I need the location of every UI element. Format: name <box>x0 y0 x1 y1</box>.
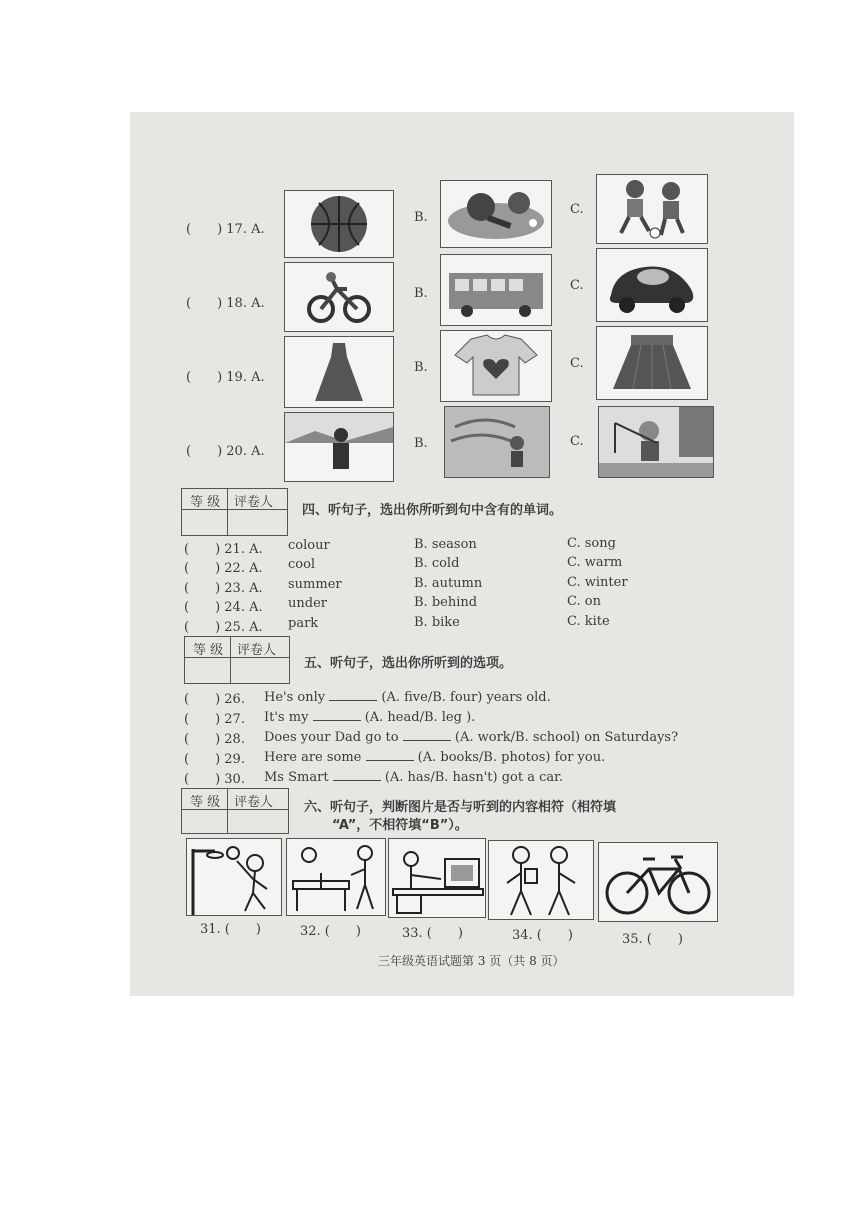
question-25-number: ( ) 25. A. <box>184 620 263 635</box>
question-17-c-label: C. <box>570 202 584 217</box>
question-19-b-label: B. <box>414 360 428 375</box>
question-31-label: 31. ( ) <box>200 922 261 937</box>
question-18-c-label: C. <box>570 278 584 293</box>
question-29-stem <box>264 748 605 765</box>
question-19-c-label: C. <box>570 356 584 371</box>
answer-blank[interactable] <box>313 708 361 721</box>
question-32-label: 32. ( ) <box>300 924 361 939</box>
question-24-option-c: C. on <box>567 594 601 609</box>
bus-icon <box>440 254 552 326</box>
question-21-option-c: C. song <box>567 536 616 551</box>
question-23-option-a: summer <box>288 577 342 592</box>
question-35-label: 35. ( ) <box>622 932 683 947</box>
grade-label: 等 级 <box>193 643 224 658</box>
grade-box-section-4 <box>181 488 288 536</box>
question-30-stem <box>264 768 563 785</box>
section-4-title: 四、听句子，选出你所听到句中含有的单词。 <box>302 503 563 518</box>
section-6-title-line-2: “A”，不相符填“B”）。 <box>332 818 468 833</box>
dress-icon <box>284 336 394 408</box>
grade-label: 等 级 <box>190 495 221 510</box>
question-21-option-b: B. season <box>414 537 477 552</box>
question-24-number: ( ) 24. A. <box>184 600 263 615</box>
toy-car-icon <box>596 248 708 322</box>
question-20-number: ( ) 20. A. <box>186 444 265 459</box>
question-27-number: ( ) 27. <box>184 712 245 727</box>
fishing-icon <box>598 406 714 478</box>
question-17-number: ( ) 17. A. <box>186 222 265 237</box>
question-27-pre: It's my <box>264 710 309 725</box>
kids-football-icon <box>596 174 708 244</box>
kids-walking-icon <box>488 840 594 920</box>
question-27-stem <box>264 708 475 725</box>
windy-icon <box>444 406 550 478</box>
question-30-pre: Ms Smart <box>264 770 329 785</box>
question-26-stem <box>264 688 551 705</box>
question-30-options: (A. has/B. hasn't) got a car. <box>384 770 564 785</box>
question-26-pre: He's only <box>264 690 326 705</box>
ping-pong-icon <box>440 180 552 248</box>
question-25-option-c: C. kite <box>567 614 610 629</box>
question-24-option-b: B. behind <box>414 595 478 610</box>
question-21-option-a: colour <box>288 538 330 553</box>
question-34-label: 34. ( ) <box>512 928 573 943</box>
question-25-option-b: B. bike <box>414 615 460 630</box>
computer-desk-icon <box>388 838 486 918</box>
question-19-number: ( ) 19. A. <box>186 370 265 385</box>
question-26-number: ( ) 26. <box>184 692 245 707</box>
question-25-option-a: park <box>288 616 319 631</box>
question-28-pre: Does your Dad go to <box>264 730 399 745</box>
answer-blank[interactable] <box>366 748 414 761</box>
grader-label: 评卷人 <box>234 795 274 810</box>
snow-winter-icon <box>284 412 394 482</box>
question-29-options: (A. books/B. photos) for you. <box>417 750 606 765</box>
question-23-option-c: C. winter <box>567 575 628 590</box>
question-29-pre: Here are some <box>264 750 362 765</box>
question-22-number: ( ) 22. A. <box>184 561 263 576</box>
answer-blank[interactable] <box>403 728 451 741</box>
basketball-icon <box>284 190 394 258</box>
question-29-number: ( ) 29. <box>184 752 245 767</box>
question-23-option-b: B. autumn <box>414 576 483 591</box>
question-22-option-b: B. cold <box>414 556 460 571</box>
grade-box-section-6 <box>181 788 289 834</box>
page-footer: 三年级英语试题第 3 页（共 8 页） <box>378 954 565 968</box>
question-20-c-label: C. <box>570 434 584 449</box>
question-20-b-label: B. <box>414 436 428 451</box>
answer-blank[interactable] <box>329 688 377 701</box>
question-30-number: ( ) 30. <box>184 772 245 787</box>
section-5-title: 五、听句子，选出你所听到的选项。 <box>304 656 513 671</box>
grade-label: 等 级 <box>190 795 221 810</box>
ping-pong-table-icon <box>286 838 386 916</box>
question-28-number: ( ) 28. <box>184 732 245 747</box>
question-23-number: ( ) 23. A. <box>184 581 263 596</box>
grade-box-section-5 <box>184 636 290 684</box>
question-18-b-label: B. <box>414 286 428 301</box>
question-18-number: ( ) 18. A. <box>186 296 265 311</box>
bicycle-icon <box>598 842 718 922</box>
question-21-number: ( ) 21. A. <box>184 542 263 557</box>
section-6-title-line-1: 六、听句子，判断图片是否与听到的内容相符（相符填 <box>304 800 617 815</box>
grader-label: 评卷人 <box>237 643 277 658</box>
skirt-icon <box>596 326 708 400</box>
question-28-stem <box>264 728 678 745</box>
bike-icon <box>284 262 394 332</box>
question-22-option-a: cool <box>288 557 316 572</box>
question-22-option-c: C. warm <box>567 555 623 570</box>
tshirt-icon <box>440 330 552 402</box>
question-24-option-a: under <box>288 596 327 611</box>
question-26-options: (A. five/B. four) years old. <box>381 690 551 705</box>
question-17-b-label: B. <box>414 210 428 225</box>
question-33-label: 33. ( ) <box>402 926 463 941</box>
question-28-options: (A. work/B. school) on Saturdays? <box>454 730 679 745</box>
question-27-options: (A. head/B. leg ). <box>364 710 476 725</box>
answer-blank[interactable] <box>333 768 381 781</box>
boy-basketball-icon <box>186 838 282 916</box>
grader-label: 评卷人 <box>234 495 274 510</box>
